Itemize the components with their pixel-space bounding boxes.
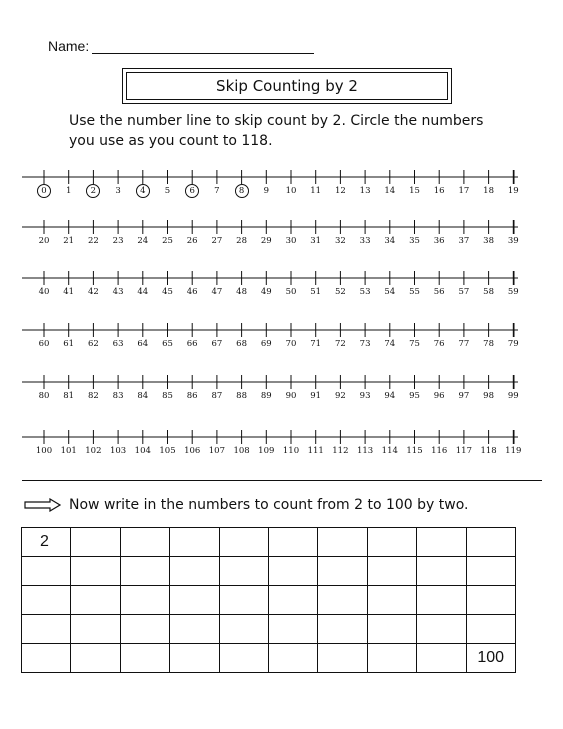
- number-label[interactable]: 102: [85, 446, 102, 456]
- number-label[interactable]: 32: [334, 236, 346, 246]
- number-label[interactable]: 75: [409, 339, 420, 349]
- number-label[interactable]: 43: [112, 287, 124, 297]
- number-label[interactable]: 7: [214, 186, 220, 196]
- number-line-row: [0, 165, 563, 205]
- grid-cell[interactable]: [318, 615, 367, 644]
- number-label[interactable]: 66: [186, 339, 198, 349]
- number-label[interactable]: 17: [458, 186, 470, 196]
- number-label[interactable]: 30: [285, 236, 297, 246]
- number-label[interactable]: 41: [63, 287, 75, 297]
- number-label[interactable]: 80: [38, 391, 50, 401]
- number-label[interactable]: 2: [90, 186, 97, 196]
- number-label[interactable]: 11: [310, 186, 322, 196]
- grid-cell[interactable]: [417, 557, 466, 586]
- number-label[interactable]: 84: [137, 391, 149, 401]
- grid-cell[interactable]: [71, 528, 120, 557]
- grid-row: [22, 615, 516, 644]
- number-label[interactable]: 95: [409, 391, 420, 401]
- number-label[interactable]: 0: [41, 186, 47, 196]
- number-circle: [185, 184, 199, 198]
- number-label[interactable]: 68: [236, 339, 248, 349]
- number-label[interactable]: 46: [186, 287, 198, 297]
- grid-row: [22, 557, 516, 586]
- number-label[interactable]: 89: [260, 391, 272, 401]
- number-label[interactable]: 77: [458, 339, 470, 349]
- number-circle: [86, 184, 100, 198]
- number-label[interactable]: 78: [483, 339, 495, 349]
- number-label[interactable]: 35: [409, 236, 420, 246]
- number-label[interactable]: 96: [433, 391, 445, 401]
- number-label[interactable]: 4: [140, 186, 146, 196]
- grid-cell[interactable]: [466, 557, 515, 586]
- number-label[interactable]: 67: [211, 339, 223, 349]
- grid-cell[interactable]: [367, 615, 416, 644]
- number-label[interactable]: 104: [134, 446, 151, 456]
- number-label[interactable]: 53: [359, 287, 371, 297]
- number-label[interactable]: 9: [263, 186, 270, 196]
- number-label[interactable]: 8: [238, 186, 245, 196]
- number-label[interactable]: 58: [483, 287, 495, 297]
- number-label[interactable]: 100: [35, 446, 53, 456]
- number-label[interactable]: 27: [211, 236, 223, 246]
- grid-cell[interactable]: [219, 528, 268, 557]
- number-label[interactable]: 119: [505, 446, 522, 456]
- grid-cell[interactable]: [120, 644, 169, 673]
- grid-cell[interactable]: [22, 644, 71, 673]
- number-line-row: [0, 425, 563, 465]
- grid-cell[interactable]: [170, 528, 219, 557]
- number-label[interactable]: 87: [211, 391, 223, 401]
- grid-cell[interactable]: [268, 644, 317, 673]
- number-label[interactable]: 98: [483, 391, 495, 401]
- number-label[interactable]: 22: [87, 236, 99, 246]
- number-label[interactable]: 106: [184, 446, 201, 456]
- grid-cell[interactable]: [120, 557, 169, 586]
- grid-cell[interactable]: [367, 528, 416, 557]
- number-circle: [235, 184, 249, 198]
- number-line: [0, 370, 563, 394]
- number-label[interactable]: 31: [310, 236, 322, 246]
- grid-cell[interactable]: [318, 586, 367, 615]
- grid-cell[interactable]: [22, 586, 71, 615]
- page-title: Skip Counting by 2: [126, 72, 448, 100]
- number-label[interactable]: 6: [189, 186, 195, 196]
- number-label[interactable]: 86: [186, 391, 198, 401]
- number-label[interactable]: 56: [433, 287, 445, 297]
- number-label[interactable]: 47: [211, 287, 223, 297]
- number-circle: [136, 184, 150, 198]
- number-label[interactable]: 36: [433, 236, 445, 246]
- number-label[interactable]: 20: [38, 236, 50, 246]
- title-box: [122, 68, 452, 104]
- name-blank-line[interactable]: [92, 53, 314, 54]
- number-label[interactable]: 19: [507, 186, 519, 196]
- number-label[interactable]: 39: [507, 236, 519, 246]
- grid-cell[interactable]: [268, 586, 317, 615]
- grid-cell[interactable]: [170, 586, 219, 615]
- grid-cell[interactable]: [71, 557, 120, 586]
- grid-cell[interactable]: [22, 615, 71, 644]
- number-label[interactable]: 71: [310, 339, 322, 349]
- number-label[interactable]: 12: [334, 186, 346, 196]
- number-label[interactable]: 42: [87, 287, 99, 297]
- number-label[interactable]: 72: [334, 339, 346, 349]
- grid-cell[interactable]: 2: [22, 528, 71, 557]
- grid-cell[interactable]: [417, 586, 466, 615]
- grid-cell[interactable]: [219, 586, 268, 615]
- section-divider: [22, 480, 542, 481]
- number-label[interactable]: 62: [87, 339, 99, 349]
- grid-cell[interactable]: [318, 557, 367, 586]
- grid-row: [22, 528, 516, 557]
- grid-cell[interactable]: [417, 644, 466, 673]
- number-label[interactable]: 37: [458, 236, 470, 246]
- number-label[interactable]: 57: [458, 287, 470, 297]
- number-label[interactable]: 3: [115, 186, 121, 196]
- number-label[interactable]: 40: [38, 287, 50, 297]
- grid-cell[interactable]: [417, 528, 466, 557]
- grid-cell[interactable]: [367, 586, 416, 615]
- number-label[interactable]: 63: [112, 339, 124, 349]
- number-line: [0, 266, 563, 290]
- number-label[interactable]: 65: [162, 339, 173, 349]
- number-label[interactable]: 59: [507, 287, 519, 297]
- right-arrow-icon: [24, 498, 62, 512]
- number-label[interactable]: 21: [63, 236, 75, 246]
- grid-row: [22, 586, 516, 615]
- number-label[interactable]: 97: [458, 391, 470, 401]
- number-label[interactable]: 82: [87, 391, 99, 401]
- grid-cell[interactable]: [318, 528, 367, 557]
- grid-cell[interactable]: [71, 644, 120, 673]
- number-label[interactable]: 118: [480, 446, 497, 456]
- grid-cell[interactable]: [268, 557, 317, 586]
- number-label[interactable]: 49: [260, 287, 272, 297]
- grid-cell[interactable]: [466, 586, 515, 615]
- number-label[interactable]: 55: [409, 287, 420, 297]
- number-label[interactable]: 45: [162, 287, 173, 297]
- grid-cell[interactable]: [170, 644, 219, 673]
- number-label[interactable]: 110: [282, 446, 300, 456]
- number-label[interactable]: 92: [334, 391, 346, 401]
- number-label[interactable]: 93: [359, 391, 371, 401]
- grid-cell[interactable]: [466, 615, 515, 644]
- name-label: Name:: [48, 38, 90, 54]
- number-label[interactable]: 52: [334, 287, 346, 297]
- grid-cell[interactable]: 100: [466, 644, 515, 673]
- grid-cell[interactable]: [219, 615, 268, 644]
- number-label[interactable]: 76: [433, 339, 445, 349]
- grid-cell[interactable]: [120, 586, 169, 615]
- number-label[interactable]: 116: [431, 446, 448, 456]
- number-circle: [37, 184, 51, 198]
- grid-cell[interactable]: [268, 528, 317, 557]
- grid-cell[interactable]: [170, 615, 219, 644]
- number-label[interactable]: 69: [260, 339, 272, 349]
- number-line: [0, 215, 563, 239]
- number-line-row: [0, 266, 563, 306]
- number-label[interactable]: 114: [381, 446, 398, 456]
- number-label[interactable]: 51: [310, 287, 322, 297]
- number-label[interactable]: 94: [384, 391, 396, 401]
- number-label[interactable]: 99: [507, 391, 519, 401]
- instructions: Use the number line to skip count by 2. Circle the numbers you use as you count to 118.: [69, 113, 484, 149]
- number-label[interactable]: 81: [63, 391, 75, 401]
- number-label[interactable]: 103: [109, 446, 127, 456]
- number-label[interactable]: 79: [507, 339, 519, 349]
- number-label[interactable]: 83: [112, 391, 124, 401]
- number-label[interactable]: 112: [332, 446, 349, 456]
- number-label[interactable]: 60: [38, 339, 50, 349]
- number-label[interactable]: 111: [307, 446, 324, 456]
- number-label[interactable]: 91: [310, 391, 322, 401]
- number-label[interactable]: 64: [137, 339, 149, 349]
- number-label[interactable]: 61: [63, 339, 75, 349]
- number-label[interactable]: 74: [384, 339, 396, 349]
- number-line-row: [0, 318, 563, 358]
- number-label[interactable]: 25: [162, 236, 173, 246]
- number-label[interactable]: 5: [164, 186, 171, 196]
- grid-cell[interactable]: [318, 644, 367, 673]
- grid-row: [22, 644, 516, 673]
- number-label[interactable]: 15: [409, 186, 420, 196]
- number-label[interactable]: 33: [359, 236, 371, 246]
- grid-cell[interactable]: [71, 586, 120, 615]
- number-label[interactable]: 38: [483, 236, 495, 246]
- number-label[interactable]: 73: [359, 339, 371, 349]
- grid-cell[interactable]: [219, 557, 268, 586]
- grid-cell[interactable]: [417, 615, 466, 644]
- number-label[interactable]: 18: [483, 186, 495, 196]
- number-label[interactable]: 34: [384, 236, 396, 246]
- number-label[interactable]: 101: [60, 446, 77, 456]
- number-label[interactable]: 10: [285, 186, 297, 196]
- grid-cell[interactable]: [466, 528, 515, 557]
- number-label[interactable]: 13: [359, 186, 371, 196]
- number-line-row: [0, 370, 563, 410]
- number-line-row: [0, 215, 563, 255]
- number-label[interactable]: 16: [433, 186, 445, 196]
- number-label[interactable]: 85: [162, 391, 173, 401]
- number-label[interactable]: 70: [285, 339, 297, 349]
- grid-cell[interactable]: [22, 557, 71, 586]
- grid-cell[interactable]: [120, 528, 169, 557]
- number-label[interactable]: 50: [285, 287, 297, 297]
- number-label[interactable]: 28: [236, 236, 248, 246]
- number-label[interactable]: 115: [406, 446, 423, 456]
- grid-cell[interactable]: [367, 644, 416, 673]
- write-instructions: Now write in the numbers to count from 2 to 100 by two.: [69, 497, 469, 513]
- grid-cell[interactable]: [268, 615, 317, 644]
- number-line: [0, 318, 563, 342]
- number-label[interactable]: 105: [159, 446, 176, 456]
- number-label[interactable]: 54: [384, 287, 396, 297]
- number-label[interactable]: 108: [233, 446, 250, 456]
- number-line: [0, 165, 563, 189]
- grid-cell[interactable]: [120, 615, 169, 644]
- number-label[interactable]: 90: [285, 391, 297, 401]
- number-label[interactable]: 1: [65, 186, 72, 196]
- number-label[interactable]: 107: [208, 446, 226, 456]
- number-label[interactable]: 117: [455, 446, 473, 456]
- grid-cell[interactable]: [71, 615, 120, 644]
- number-label[interactable]: 24: [137, 236, 149, 246]
- grid-cell[interactable]: [170, 557, 219, 586]
- number-label[interactable]: 29: [260, 236, 272, 246]
- grid-cell[interactable]: [367, 557, 416, 586]
- number-label[interactable]: 88: [236, 391, 248, 401]
- number-label[interactable]: 23: [112, 236, 124, 246]
- answer-grid: [21, 527, 516, 673]
- number-label[interactable]: 14: [384, 186, 396, 196]
- grid-cell[interactable]: [219, 644, 268, 673]
- number-label[interactable]: 44: [137, 287, 149, 297]
- number-label[interactable]: 26: [186, 236, 198, 246]
- number-label[interactable]: 48: [236, 287, 248, 297]
- number-label[interactable]: 109: [258, 446, 275, 456]
- number-label[interactable]: 113: [356, 446, 374, 456]
